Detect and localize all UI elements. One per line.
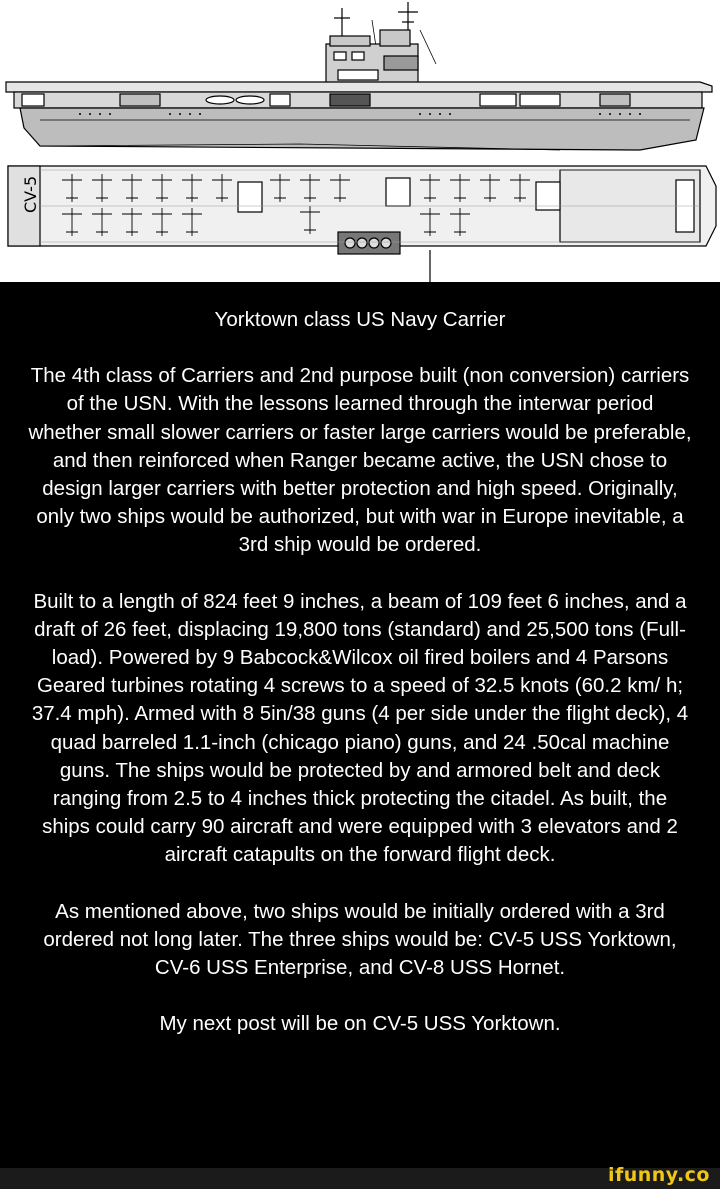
post-paragraph-3: As mentioned above, two ships would be initially ordered with a 3rd ordered not long later. The three ships would be: CV-5 USS Yorktown, CV-6 USS Enterprise, and CV-8 USS Hornet. (43, 899, 677, 980)
post-title: Yorktown class US Navy Carrier (214, 308, 506, 331)
post-paragraph-4: My next post will be on CV-5 USS Yorktown. (159, 1012, 561, 1036)
carrier-line-art (0, 0, 720, 282)
post-paragraph-2: Built to a length of 824 feet 9 inches, a beam of 109 feet 6 inches, and a draft of 26 feet, displacing 19,800 tons (standard) and 25,500 tons (Full-load). Powered by 9 Babcock&Wilcox oil fired boilers and 4 Parsons Geared turbines rotating 4 screws to a speed of 32.5 knots (60.2 km/ h; 37.4 mph). Armed with 8 5in/38 guns (4 per side under the flight deck), 4 quad barreled 1.1-inch (chicago piano) guns, and 24 .50cal machine guns. The ships would be protected by and armored belt and deck ranging from 2.5 to 4 inches thick protecting the citadel. As built, the ships could carry 90 aircraft and were equipped with 3 elevators and 2 aircraft catapults on the forward flight deck. (31, 589, 689, 867)
hull-number-label: CV-5 (21, 175, 40, 213)
post-text (28, 306, 692, 1066)
side-profile (6, 2, 712, 150)
carrier-drawing (0, 0, 720, 282)
post-paragraph-1: The 4th class of Carriers and 2nd purpose built (non conversion) carriers of the USN. With the lessons learned through the interwar period whether small slower carriers or faster large carriers would be preferable, and then reinforced when Ranger became active, the USN chose to design larger carriers with better protection and high speed. Originally, only two ships would be authorized, but with war in Europe inevitable, a 3rd ship would be ordered. (28, 364, 692, 557)
deck-plan (8, 166, 716, 254)
ifunny-watermark: ifunny.co (607, 1164, 710, 1186)
